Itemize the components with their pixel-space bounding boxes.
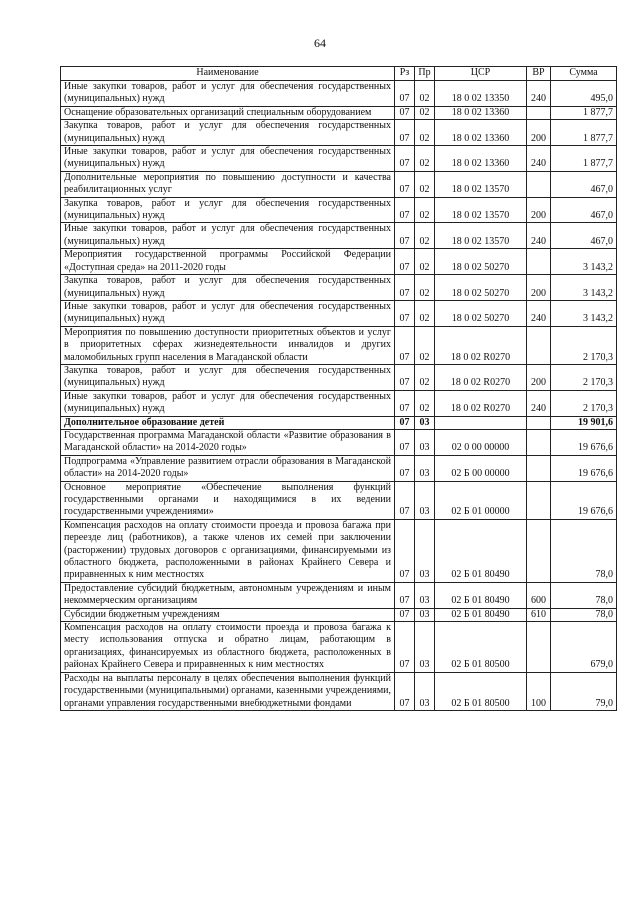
cell-rz: 07 [395,171,415,197]
cell-sum: 3 143,2 [551,249,617,275]
cell-vr [527,171,551,197]
cell-name: Основное мероприятие «Обеспечение выполнения функций государственными органами и находящимися в их ведении государственными учреждениями» [61,481,395,519]
cell-sum: 3 143,2 [551,275,617,301]
cell-rz: 07 [395,608,415,621]
table-row [61,197,617,223]
cell-sum: 78,0 [551,608,617,621]
cell-vr: 200 [527,120,551,146]
cell-csr: 02 Б 01 00000 [435,481,527,519]
cell-sum: 495,0 [551,81,617,107]
table-row [61,519,617,582]
cell-sum: 1 877,7 [551,106,617,119]
cell-sum: 467,0 [551,223,617,249]
cell-rz: 07 [395,390,415,416]
cell-name: Компенсация расходов на оплату стоимости проезда и провоза багажа при переезде лиц (работников), а также членов их семей при заключении (расторжении) трудовых договоров с организациями, финансируемыми из областного бюджета, расположенными в районах Крайнего Севера и приравненных к ним местностях [61,519,395,582]
cell-csr: 02 Б 01 80500 [435,622,527,673]
cell-csr: 02 Б 01 80500 [435,672,527,710]
cell-csr: 18 0 02 13570 [435,223,527,249]
cell-pr: 03 [415,582,435,608]
cell-pr: 02 [415,275,435,301]
table-row [61,223,617,249]
cell-name: Мероприятия по повышению доступности приоритетных объектов и услуг в приоритетных сферах жизнедеятельности инвалидов и других маломобильных групп населения в Магаданской области [61,326,395,364]
table-header-row [61,67,617,81]
cell-rz: 07 [395,582,415,608]
cell-vr [527,622,551,673]
table-row [61,249,617,275]
cell-sum: 467,0 [551,171,617,197]
cell-pr: 03 [415,622,435,673]
cell-csr [435,416,527,429]
table-row [61,275,617,301]
cell-name: Компенсация расходов на оплату стоимости проезда и провоза багажа к месту использования отпуска и обратно лицам, работающим в организациях, финансируемых из областного бюджета, расположенных в районах Крайнего Севера и приравненных к ним местностях [61,622,395,673]
cell-vr: 100 [527,672,551,710]
cell-name: Иные закупки товаров, работ и услуг для обеспечения государственных (муниципальных) нужд [61,390,395,416]
cell-name: Иные закупки товаров, работ и услуг для обеспечения государственных (муниципальных) нужд [61,81,395,107]
cell-vr: 200 [527,275,551,301]
table-row [61,300,617,326]
table-row [61,106,617,119]
cell-sum: 1 877,7 [551,146,617,172]
col-header-vr: ВР [527,67,551,81]
cell-name: Субсидии бюджетным учреждениям [61,608,395,621]
cell-vr: 240 [527,81,551,107]
table-row [61,481,617,519]
cell-name: Закупка товаров, работ и услуг для обеспечения государственных (муниципальных) нужд [61,120,395,146]
cell-sum: 78,0 [551,519,617,582]
cell-pr: 02 [415,197,435,223]
table-row [61,146,617,172]
page-number: 64 [314,36,326,50]
cell-sum: 2 170,3 [551,364,617,390]
col-header-pr: Пр [415,67,435,81]
cell-rz: 07 [395,622,415,673]
cell-rz: 07 [395,300,415,326]
cell-pr: 02 [415,326,435,364]
cell-vr: 600 [527,582,551,608]
cell-vr: 240 [527,223,551,249]
cell-pr: 02 [415,364,435,390]
cell-sum: 1 877,7 [551,120,617,146]
cell-name: Иные закупки товаров, работ и услуг для обеспечения государственных (муниципальных) нужд [61,223,395,249]
cell-pr: 02 [415,81,435,107]
col-header-rz: Рз [395,67,415,81]
table-row [61,364,617,390]
col-header-name: Наименование [61,67,395,81]
cell-csr: 02 Б 01 80490 [435,608,527,621]
cell-csr: 02 0 00 00000 [435,429,527,455]
cell-pr: 02 [415,223,435,249]
budget-table [60,66,617,711]
cell-vr: 200 [527,197,551,223]
cell-name: Закупка товаров, работ и услуг для обеспечения государственных (муниципальных) нужд [61,275,395,301]
cell-name: Мероприятия государственной программы Российской Федерации «Доступная среда» на 2011-2020 годы [61,249,395,275]
cell-pr: 02 [415,249,435,275]
cell-name: Государственная программа Магаданской области «Развитие образования в Магаданской области» на 2014-2020 годы» [61,429,395,455]
cell-rz: 07 [395,429,415,455]
cell-csr: 18 0 02 R0270 [435,390,527,416]
cell-csr: 18 0 02 13350 [435,81,527,107]
cell-rz: 07 [395,416,415,429]
cell-rz: 07 [395,672,415,710]
cell-name: Предоставление субсидий бюджетным, автономным учреждениям и иным некоммерческим организациям [61,582,395,608]
cell-rz: 07 [395,249,415,275]
cell-vr [527,429,551,455]
cell-vr [527,416,551,429]
cell-name: Подпрограмма «Управление развитием отрасли образования в Магаданской области» на 2014-2020 годы» [61,455,395,481]
cell-csr: 18 0 02 R0270 [435,364,527,390]
table-row [61,429,617,455]
table-row [61,120,617,146]
cell-pr: 03 [415,416,435,429]
cell-rz: 07 [395,481,415,519]
cell-csr: 18 0 02 50270 [435,275,527,301]
cell-vr [527,519,551,582]
cell-sum: 2 170,3 [551,390,617,416]
cell-sum: 79,0 [551,672,617,710]
cell-pr: 03 [415,672,435,710]
cell-csr: 02 Б 01 80490 [435,582,527,608]
cell-sum: 679,0 [551,622,617,673]
cell-csr: 18 0 02 13360 [435,120,527,146]
cell-sum: 19 676,6 [551,481,617,519]
col-header-sum: Сумма [551,67,617,81]
cell-rz: 07 [395,519,415,582]
cell-vr: 200 [527,364,551,390]
cell-csr: 18 0 02 13570 [435,171,527,197]
cell-rz: 07 [395,275,415,301]
cell-name: Расходы на выплаты персоналу в целях обеспечения выполнения функций государственными (муниципальными) органами, казенными учреждениями, органами управления государственными внебюджетными фондами [61,672,395,710]
cell-pr: 03 [415,519,435,582]
cell-vr [527,481,551,519]
table-body [61,81,617,711]
cell-vr: 610 [527,608,551,621]
cell-vr: 240 [527,300,551,326]
cell-name: Закупка товаров, работ и услуг для обеспечения государственных (муниципальных) нужд [61,364,395,390]
cell-rz: 07 [395,364,415,390]
table-row [61,582,617,608]
cell-pr: 03 [415,481,435,519]
cell-vr: 240 [527,146,551,172]
cell-rz: 07 [395,120,415,146]
cell-pr: 02 [415,300,435,326]
cell-vr [527,106,551,119]
cell-pr: 03 [415,455,435,481]
cell-csr: 18 0 02 13360 [435,106,527,119]
cell-sum: 19 676,6 [551,429,617,455]
cell-sum: 78,0 [551,582,617,608]
table-row [61,390,617,416]
cell-sum: 2 170,3 [551,326,617,364]
cell-pr: 02 [415,171,435,197]
table-row [61,672,617,710]
cell-sum: 19 676,6 [551,455,617,481]
cell-pr: 02 [415,146,435,172]
cell-rz: 07 [395,326,415,364]
cell-name: Иные закупки товаров, работ и услуг для обеспечения государственных (муниципальных) нужд [61,146,395,172]
cell-rz: 07 [395,223,415,249]
cell-rz: 07 [395,197,415,223]
cell-pr: 02 [415,390,435,416]
cell-pr: 03 [415,608,435,621]
cell-pr: 02 [415,120,435,146]
cell-csr: 02 Б 00 00000 [435,455,527,481]
cell-name: Дополнительные мероприятия по повышению доступности и качества реабилитационных услуг [61,171,395,197]
cell-rz: 07 [395,455,415,481]
cell-sum: 19 901,6 [551,416,617,429]
table-row [61,416,617,429]
cell-sum: 467,0 [551,197,617,223]
cell-name: Дополнительное образование детей [61,416,395,429]
cell-csr: 18 0 02 13360 [435,146,527,172]
cell-rz: 07 [395,81,415,107]
cell-vr [527,326,551,364]
cell-pr: 03 [415,429,435,455]
table-row [61,622,617,673]
cell-name: Иные закупки товаров, работ и услуг для обеспечения государственных (муниципальных) нужд [61,300,395,326]
cell-sum: 3 143,2 [551,300,617,326]
col-header-csr: ЦСР [435,67,527,81]
table-row [61,81,617,107]
cell-vr: 240 [527,390,551,416]
table-row [61,326,617,364]
cell-name: Оснащение образовательных организаций специальным оборудованием [61,106,395,119]
table-row [61,608,617,621]
cell-name: Закупка товаров, работ и услуг для обеспечения государственных (муниципальных) нужд [61,197,395,223]
table-row [61,455,617,481]
table-row [61,171,617,197]
cell-csr: 18 0 02 13570 [435,197,527,223]
cell-csr: 18 0 02 R0270 [435,326,527,364]
cell-csr: 18 0 02 50270 [435,249,527,275]
cell-rz: 07 [395,106,415,119]
cell-pr: 02 [415,106,435,119]
cell-rz: 07 [395,146,415,172]
cell-csr: 02 Б 01 80490 [435,519,527,582]
cell-vr [527,249,551,275]
cell-vr [527,455,551,481]
cell-csr: 18 0 02 50270 [435,300,527,326]
